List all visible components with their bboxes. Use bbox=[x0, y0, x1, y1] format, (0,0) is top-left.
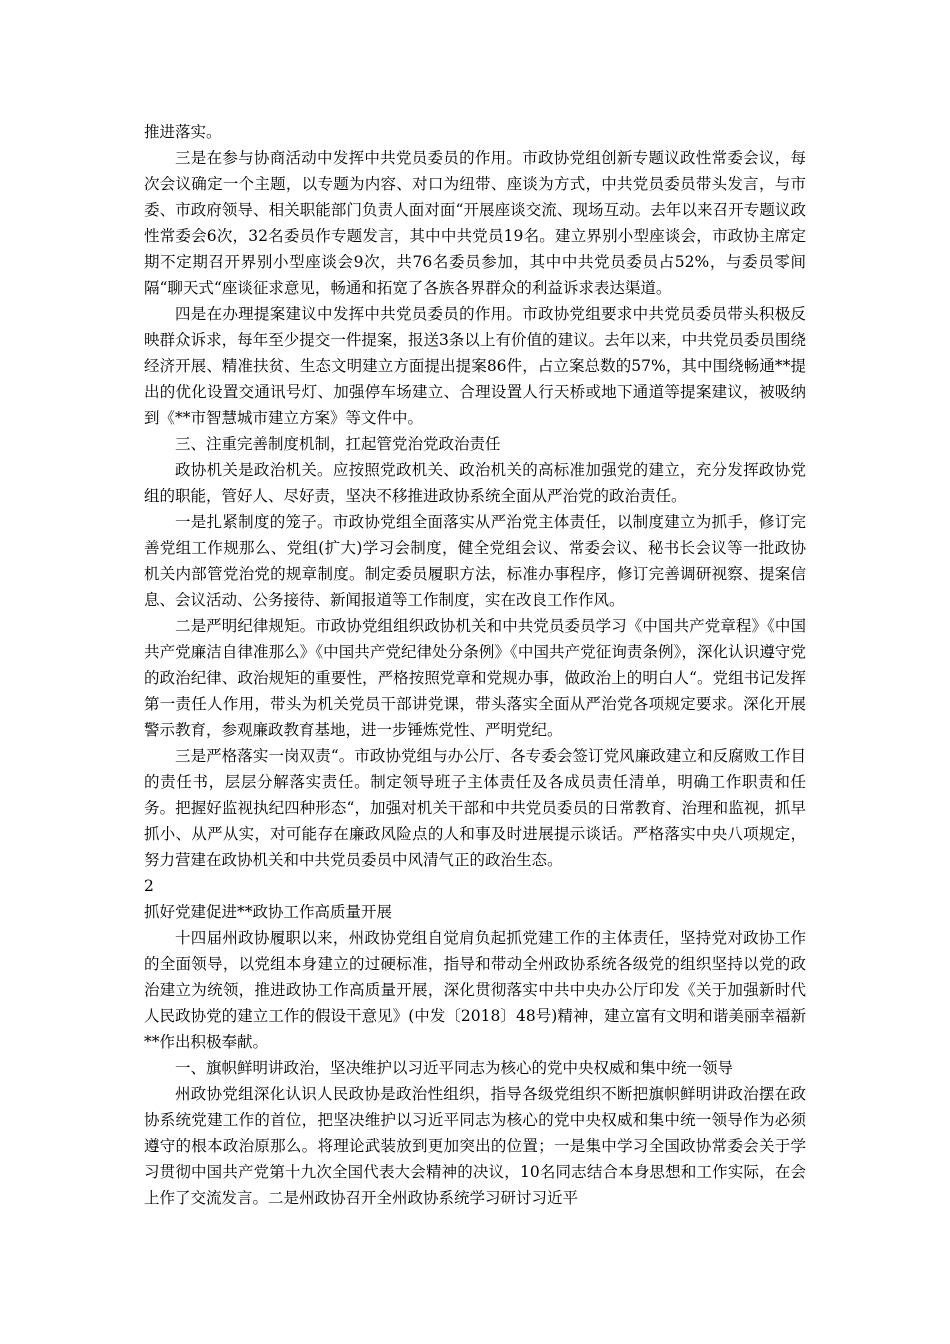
paragraph: 州政协党组深化认识人民政协是政治性组织，指导各级党组织不断把旗帜鲜明讲政治摆在政协系统党建工作的首位，把坚决维护以习近平同志为核心的党中央权威和集中统一领导作为必须遵守的根本政治原那么。将理论武装放到更加突出的位置；一是集中学习全国政协常委会关于学习贯彻中国共产党第十九次全国代表大会精神的决议，10名同志结合本身思想和工作实际，在会上作了交流发言。二是州政协召开全州政协系统学习研讨习近平 bbox=[144, 1085, 806, 1207]
paragraph: 三是在参与协商活动中发挥中共党员委员的作用。市政协党组创新专题议政性常委会议，每次会议确定一个主题，以专题为内容、对口为纽带、座谈为方式，中共党员委员带头发言，与市委、市政府领导、相关职能部门负责人面对面“开展座谈交流、现场互动。去年以来召开专题议政性常委会6次，32名委员作专题发言，其中中共党员19名。建立界别小型座谈会，市政协主席定期不定期召开界别小型座谈会9次，共76名委员参加，其中中共党员委员占52%，与委员零间隔“聊天式“座谈征求意见，畅通和拓宽了各族各界群众的利益诉求表达渠道。 bbox=[144, 149, 806, 297]
paragraph: 三是严格落实一岗双责“。市政协党组与办公厅、各专委会签订党风廉政建立和反腐败工作目的责任书，层层分解落实责任。制定领导班子主体责任及各成员责任清单，明确工作职责和任务。把握好监视执纪四种形态“，加强对机关干部和中共党员委员的日常教育、治理和监视，抓早抓小、从严从实，对可能存在廉政风险点的人和事及时进展提示谈话。严格落实中央八项规定，努力营建在政协机关和中共党员委员中风清气正的政治生态。 bbox=[144, 747, 806, 869]
document-page bbox=[144, 119, 806, 1211]
article-title: 抓好党建促进**政协工作高质量开展 bbox=[144, 903, 393, 921]
paragraph: 政协机关是政治机关。应按照党政机关、政治机关的高标准加强党的建立，充分发挥政协党组的职能，管好人、尽好责，坚决不移推进政协系统全面从严治党的政治责任。 bbox=[144, 461, 806, 505]
paragraph: 一是扎紧制度的笼子。市政协党组全面落实从严治党主体责任，以制度建立为抓手，修订完善党组工作规那么、党组(扩大)学习会制度，健全党组会议、常委会议、秘书长会议等一批政协机关内部管党治党的规章制度。制定委员履职方法，标准办事程序，修订完善调研视察、提案信息、会议活动、公务接待、新闻报道等工作制度，实在改良工作作风。 bbox=[144, 513, 806, 609]
section-heading: 三、注重完善制度机制，扛起管党治党政治责任 bbox=[175, 435, 501, 453]
paragraph: 推进落实。 bbox=[144, 123, 222, 141]
paragraph: 二是严明纪律规矩。市政协党组组织政协机关和中共党员委员学习《中国共产党章程》《中国共产党廉洁自律准那么》《中国共产党纪律处分条例》《中国共产党征询责条例》，深化认识遵守党的政治纪律、政治规矩的重要性，严格按照党章和党规办事，做政治上的明白人“。党组书记发挥第一责任人作用，带头为机关党员干部讲党课，带头落实全面从严治党各项规定要求。深化开展警示教育，参观廉政教育基地，进一步锤炼党性、严明党纪。 bbox=[144, 617, 806, 739]
paragraph: 四是在办理提案建议中发挥中共党员委员的作用。市政协党组要求中共党员委员带头积极反映群众诉求，每年至少提交一件提案，报送3条以上有价值的建议。去年以来，中共党员委员围绕经济开展、精准扶贫、生态文明建立方面提出提案86件，占立案总数的57%，其中围绕畅通**提出的优化设置交通讯号灯、加强停车场建立、合理设置人行天桥或地下通道等提案建议，被吸纳到《**市智慧城市建立方案》等文件中。 bbox=[144, 305, 806, 427]
section-heading: 一、旗帜鲜明讲政治，坚决维护以习近平同志为核心的党中央权威和集中统一领导 bbox=[175, 1059, 734, 1077]
section-number: 2 bbox=[144, 877, 154, 895]
paragraph: 十四届州政协履职以来，州政协党组自觉肩负起抓党建工作的主体责任，坚持党对政协工作的全面领导，以党组本身建立的过硬标准，指导和带动全州政协系统各级党的组织坚持以党的政治建立为统领，推进政协工作高质量开展，深化贯彻落实中共中央办公厅印发《关于加强新时代人民政协党的建立工作的假设干意见》(中发〔2018〕48号)精神，建立富有文明和谐美丽幸福新**作出积极奉献。 bbox=[144, 929, 806, 1051]
